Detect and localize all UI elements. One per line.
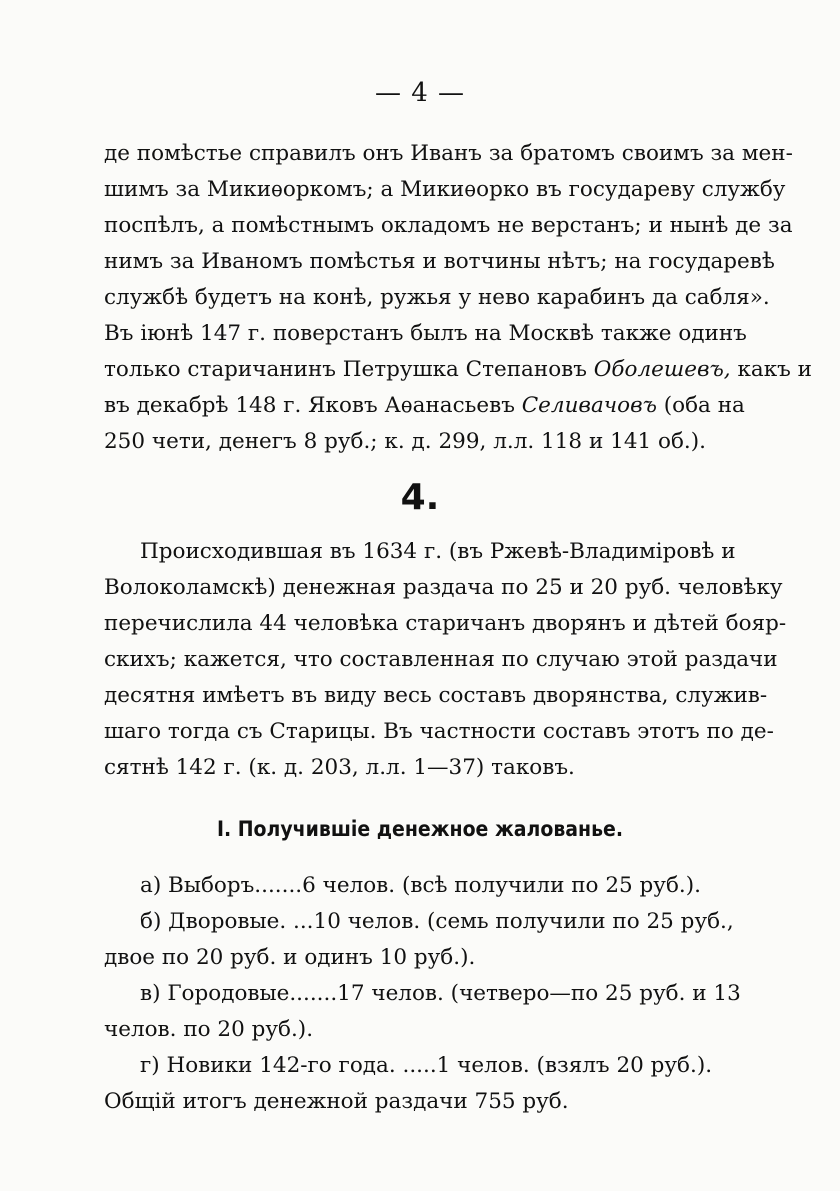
person-name: Селивачовъ: [521, 393, 657, 418]
text-line: сятнѣ 142 г. (к. д. 203, л.л. 1—37) таковъ.: [104, 755, 575, 780]
list-item: а) Выборъ.......6 челов. (всѣ получили по 25 руб.).: [140, 873, 701, 898]
text-line: Происходившая въ 1634 г. (въ Ржевѣ-Владиміровѣ и: [140, 539, 736, 564]
text-line: скихъ; кажется, что составленная по случаю этой раздачи: [104, 647, 778, 672]
list-item: в) Городовые.......17 челов. (четверо—по 25 руб. и 13: [140, 981, 741, 1006]
text-line: де помѣстье справилъ онъ Иванъ за братомъ своимъ за мен-: [104, 141, 793, 166]
text-line: шаго тогда съ Старицы. Въ частности составъ этотъ по де-: [104, 719, 774, 744]
text-line: перечислила 44 человѣка старичанъ дворянъ и дѣтей бояр-: [104, 611, 787, 636]
list-item: б) Дворовые. ...10 челов. (семь получили по 25 руб.,: [140, 909, 734, 934]
text-line: [104, 352, 813, 388]
text-segment: (оба на: [656, 393, 745, 418]
text-line: [104, 388, 745, 424]
text-line: шимъ за Микиѳоркомъ; а Микиѳорко въ государеву службу: [104, 177, 786, 202]
list-item-continuation: двое по 20 руб. и одинъ 10 руб.).: [104, 945, 476, 970]
text-line: поспѣлъ, а помѣстнымъ окладомъ не верстанъ; и нынѣ де за: [104, 213, 793, 238]
text-line: нимъ за Иваномъ помѣстья и вотчины нѣтъ; на государевѣ: [104, 249, 775, 274]
page-number: — 4 —: [374, 78, 466, 108]
text-line: службѣ будетъ на конѣ, ружья у нево карабинъ да сабля».: [104, 285, 770, 310]
total-line: Общій итогъ денежной раздачи 755 руб.: [104, 1089, 569, 1114]
text-segment: въ декабрѣ 148 г. Яковъ Аѳанасьевъ: [104, 393, 522, 418]
section-number: 4.: [400, 477, 440, 518]
person-name: Оболешевъ,: [593, 357, 731, 382]
text-line: десятня имѣетъ въ виду весь составъ дворянства, служив-: [104, 683, 768, 708]
text-line: 250 чети, денегъ 8 руб.; к. д. 299, л.л. 118 и 141 об.).: [104, 429, 706, 454]
text-line: Волоколамскѣ) денежная раздача по 25 и 20 руб. человѣку: [104, 575, 783, 600]
text-segment: только старичанинъ Петрушка Степановъ: [104, 357, 594, 382]
text-line: Въ іюнѣ 147 г. поверстанъ былъ на Москвѣ также одинъ: [104, 321, 747, 346]
heading-received-salary: I. Получившіе денежное жалованье.: [216, 817, 624, 841]
text-segment: какъ и: [730, 357, 813, 382]
list-item-continuation: челов. по 20 руб.).: [104, 1017, 314, 1042]
list-item: г) Новики 142-го года. .....1 челов. (взялъ 20 руб.).: [140, 1053, 713, 1078]
